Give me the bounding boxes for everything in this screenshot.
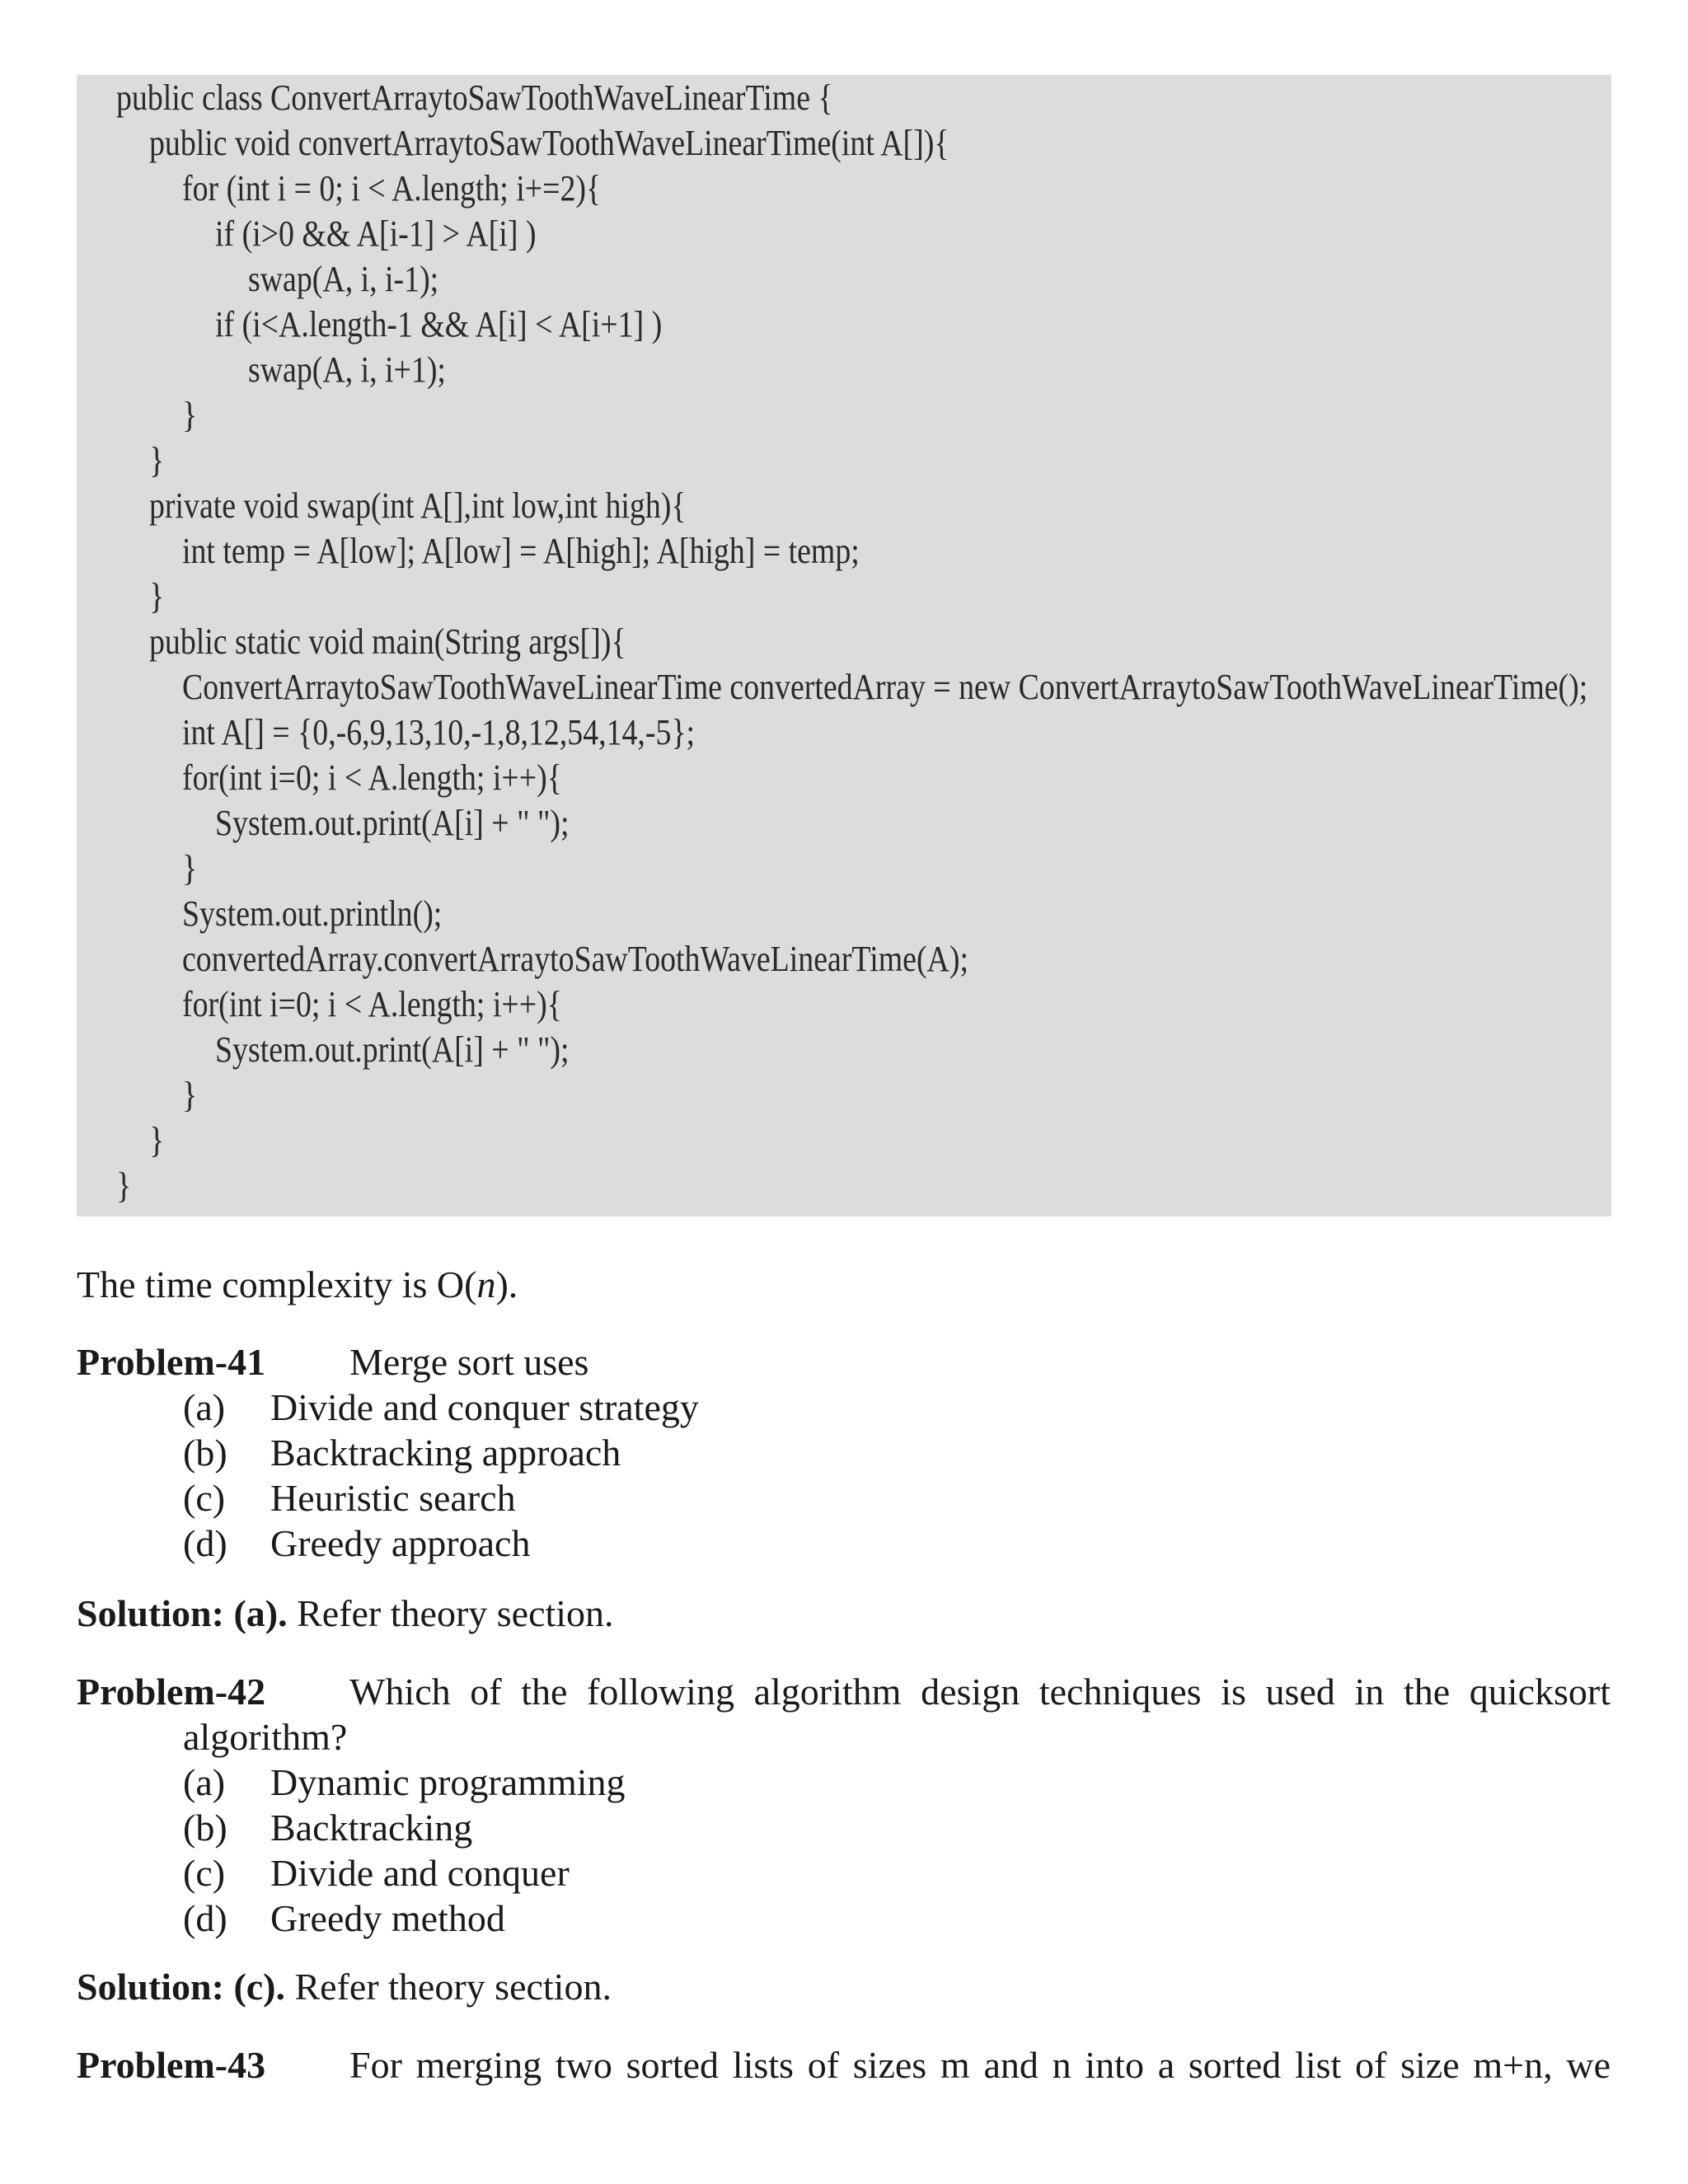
- option-text: Backtracking: [270, 1807, 473, 1849]
- option-letter: (b): [183, 1807, 227, 1849]
- option-text: Dynamic programming: [270, 1761, 626, 1803]
- code-line: System.out.print(A[i] + " ");: [215, 803, 570, 843]
- complexity-statement: [77, 1262, 518, 1308]
- code-line: for(int i=0; i < A.length; i++){: [182, 757, 562, 798]
- problem-43-label: Problem-43: [77, 2044, 266, 2086]
- option-text: Divide and conquer strategy: [270, 1386, 699, 1428]
- option-letter: (d): [183, 1897, 227, 1939]
- complexity-variable: n: [476, 1263, 496, 1305]
- code-line: convertedArray.convertArraytoSawToothWaveLinearTime(A);: [182, 939, 968, 979]
- option-letter: (a): [183, 1761, 226, 1803]
- problem-43-question-line1: For merging two sorted lists of sizes m and n into a sorted list of size m+n, we: [349, 2044, 1611, 2086]
- complexity-prefix: The time complexity is O(: [77, 1263, 477, 1305]
- code-line: }: [116, 1165, 132, 1206]
- code-line: for (int i = 0; i < A.length; i+=2){: [182, 168, 602, 209]
- solution-label: Solution: (c).: [77, 1966, 285, 2008]
- problem-42-question-line1: Which of the following algorithm design techniques is used in the quicksort: [349, 1671, 1611, 1713]
- solution-label: Solution: (a).: [77, 1592, 288, 1634]
- code-line: System.out.println();: [182, 893, 443, 934]
- option-letter: (d): [183, 1522, 227, 1564]
- problem-41-question: Merge sort uses: [349, 1341, 589, 1383]
- code-line: }: [182, 395, 198, 435]
- code-block: [77, 75, 1611, 1216]
- option-letter: (c): [183, 1477, 226, 1519]
- problem-41-label: Problem-41: [77, 1341, 266, 1383]
- code-line: private void swap(int A[],int low,int high){: [149, 485, 687, 526]
- code-line: int A[] = {0,-6,9,13,10,-1,8,12,54,14,-5};: [182, 712, 696, 752]
- problem-41-solution: [77, 1591, 614, 1637]
- code-line: }: [182, 1075, 198, 1115]
- code-line: if (i>0 && A[i-1] > A[i] ): [215, 213, 537, 254]
- code-line: }: [149, 576, 165, 616]
- code-line: }: [149, 440, 165, 480]
- code-line: public void convertArraytoSawToothWaveLinearTime(int A[]){: [149, 123, 950, 163]
- code-line: }: [149, 1120, 165, 1160]
- option-letter: (c): [183, 1852, 226, 1894]
- option-letter: (b): [183, 1432, 227, 1474]
- complexity-suffix: ).: [495, 1263, 518, 1305]
- problem-42-solution: [77, 1964, 612, 2010]
- code-line: ConvertArraytoSawToothWaveLinearTime convertedArray = new ConvertArraytoSawToothWaveLinearTime();: [182, 667, 1588, 707]
- code-line: if (i<A.length-1 && A[i] < A[i+1] ): [215, 304, 663, 344]
- code-line: for(int i=0; i < A.length; i++){: [182, 984, 562, 1024]
- problem-42-label: Problem-42: [77, 1671, 266, 1713]
- option-text: Backtracking approach: [270, 1432, 621, 1474]
- solution-text: Refer theory section.: [285, 1966, 612, 2008]
- option-text: Greedy approach: [270, 1522, 531, 1564]
- option-text: Heuristic search: [270, 1477, 516, 1519]
- code-line: swap(A, i, i-1);: [248, 259, 439, 299]
- option-text: Divide and conquer: [270, 1852, 570, 1894]
- code-line: public class ConvertArraytoSawToothWaveLinearTime {: [116, 77, 833, 118]
- option-letter: (a): [183, 1386, 226, 1428]
- code-line: public static void main(String args[]){: [149, 621, 626, 662]
- code-line: System.out.print(A[i] + " ");: [215, 1029, 570, 1070]
- code-line: }: [182, 848, 198, 888]
- code-line: swap(A, i, i+1);: [248, 349, 446, 390]
- option-text: Greedy method: [270, 1897, 505, 1939]
- solution-text: Refer theory section.: [287, 1592, 614, 1634]
- code-line: int temp = A[low]; A[low] = A[high]; A[high] = temp;: [182, 531, 860, 571]
- problem-42-question-line2: algorithm?: [183, 1716, 348, 1758]
